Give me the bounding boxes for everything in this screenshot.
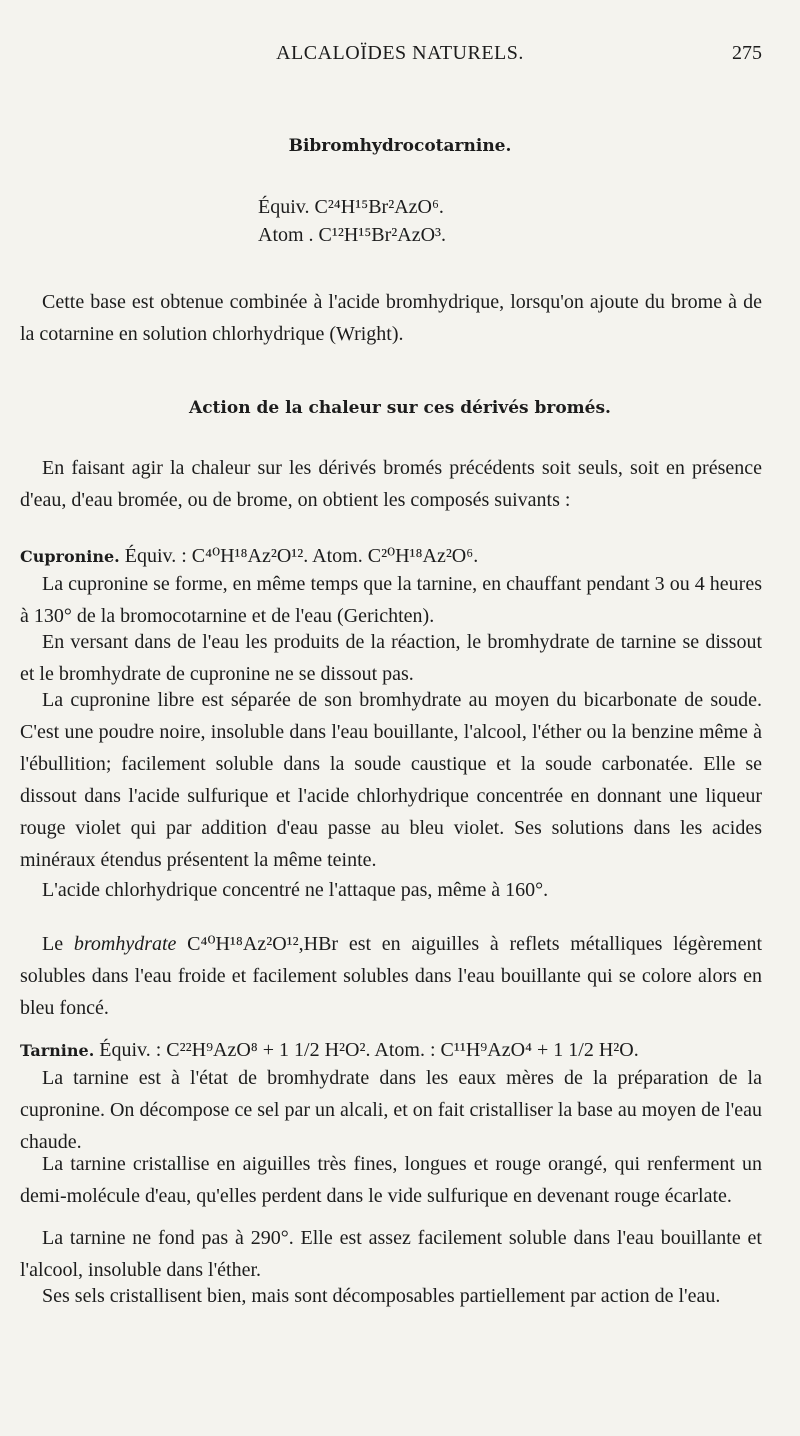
bromhydrate-term: bromhydrate — [73, 933, 177, 955]
tarnine-paragraph-3: La tarnine ne fond pas à 290°. Elle est assez facilement soluble dans l'eau bouillante et l'alcool, insoluble dans l'éther. — [20, 1227, 762, 1281]
tarnine-title: Tarnine. — [20, 1041, 95, 1060]
tarnine-paragraph-4: Ses sels cristallisent bien, mais sont décomposables partiellement par action de l'eau. — [42, 1285, 721, 1307]
paragraph-bibromhydrocotarnine: Cette base est obtenue combinée à l'acide bromhydrique, lorsqu'on ajoute du brome à de la cotarnine en solution chlorhydrique (Wright). — [20, 291, 762, 345]
cupronine-formula: Équiv. : C⁴⁰H¹⁸Az²O¹². Atom. C²⁰H¹⁸Az²O⁶. — [119, 545, 479, 567]
p5-prefix: Le — [42, 933, 74, 955]
tarnine-paragraph-1: La tarnine est à l'état de bromhydrate dans les eaux mères de la préparation de la cupronine. On décompose ce sel par un alcali, et on fait cristalliser la base au moyen de l'eau chaude. — [20, 1067, 762, 1153]
cupronine-paragraph-2: En versant dans de l'eau les produits de la réaction, le bromhydrate de tarnine se dissout et le bromhydrate de cupronine ne se dissout pas. — [20, 631, 762, 685]
cupronine-paragraph-4: L'acide chlorhydrique concentré ne l'attaque pas, même à 160°. — [42, 879, 549, 901]
cupronine-title: Cupronine. — [20, 547, 120, 566]
page-number: 275 — [732, 42, 762, 64]
tarnine-paragraph-2: La tarnine cristallise en aiguilles très fines, longues et rouge orangé, qui renferment un demi-molécule d'eau, qu'elles perdent dans le vide sulfurique en devenant rouge écarlate. — [20, 1153, 762, 1207]
section-heading-action-chaleur: Action de la chaleur sur ces dérivés bromés. — [189, 398, 611, 418]
formula-atom: Atom . C¹²H¹⁵Br²AzO³. — [258, 224, 447, 246]
formula-equiv: Équiv. C²⁴H¹⁵Br²AzO⁶. — [258, 196, 444, 218]
tarnine-formula: Équiv. : C²²H⁹AzO⁸ + 1 1/2 H²O². Atom. : C¹¹H⁹AzO⁴ + 1 1/2 H²O. — [94, 1039, 639, 1061]
cupronine-paragraph-3: La cupronine libre est séparée de son bromhydrate au moyen du bicarbonate de soude. C'est une poudre noire, insoluble dans l'eau bouillante, l'alcool, l'éther ou la benzine même à l'ébullition; facilement soluble dans la soude caustique et la soude carbonatée. Elle se dissout dans l'acide sulfurique et l'acide chlorhydrique concentrée en donnant une liqueur rouge violet qui par addition d'eau passe au bleu violet. Ses solutions dans les acides minéraux étendus présentent la même teinte. — [20, 689, 762, 871]
page-header — [0, 42, 800, 72]
paragraph-intro: En faisant agir la chaleur sur les dérivés bromés précédents soit seuls, soit en présence d'eau, d'eau bromée, ou de brome, on obtient les composés suivants : — [20, 457, 762, 511]
section-heading-bibromhydrocotarnine: Bibromhydrocotarnine. — [288, 136, 512, 156]
running-title: ALCALOÏDES NATURELS. — [276, 42, 524, 64]
cupronine-paragraph-5 — [20, 928, 762, 1024]
p5-rest: C⁴⁰H¹⁸Az²O¹²,HBr est en aiguilles à reflets métalliques légèrement solubles dans l'eau froide et facilement solubles dans l'eau bouillante qui se colore alors en bleu foncé. — [20, 933, 763, 1019]
cupronine-paragraph-1: La cupronine se forme, en même temps que la tarnine, en chauffant pendant 3 ou 4 heures à 130° de la bromocotarnine et de l'eau (Gerichten). — [20, 573, 762, 627]
